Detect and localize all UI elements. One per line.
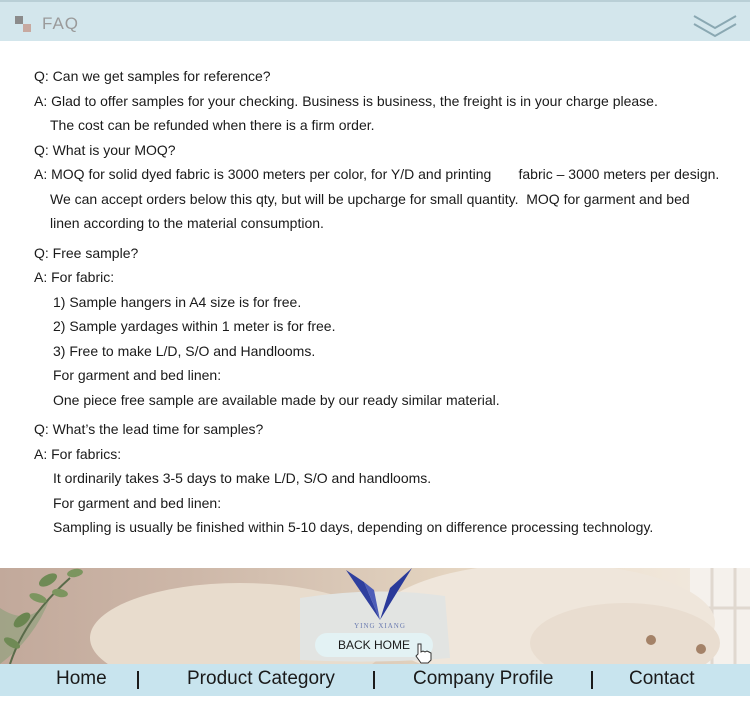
faq-answer-line: The cost can be refunded when there is a firm order. [50,117,375,133]
brand-logo-icon [344,568,414,620]
back-home-button[interactable]: BACK HOME [315,633,433,657]
faq-question: Q: What is your MOQ? [34,141,176,158]
hand-pointer-icon [412,640,438,664]
nav-item-product-category[interactable]: Product Category [187,668,335,689]
faq-answer: A: For fabric: [34,269,115,285]
faq-answer-line: linen according to the material consumption. [50,215,324,231]
faq-answer-line: 3) Free to make L/D, S/O and Handlooms. [53,342,316,359]
faq-answer: A: For fabrics: [34,445,122,462]
faq-answer-line: 2) Sample yardages within 1 meter is for free. [53,318,336,334]
faq-answer-line: For garment and bed linen: [53,494,222,511]
faq-header-bar [0,0,750,41]
faq-answer: A: MOQ for solid dyed fabric is 3000 meters per color, for Y/D and printing fabric – 3000 meters per design. [34,166,720,182]
faq-answer: A: Glad to offer samples for your checking. Business is business, the freight is in your charge please. [34,92,658,109]
faq-squares-icon [15,16,35,34]
nav-divider [373,671,375,689]
faq-question: Q: What’s the lead time for samples? [34,421,264,437]
brand-name: YING XIANG [354,622,406,630]
faq-content [34,64,734,540]
faq-answer-line: We can accept orders below this qty, but will be upcharge for small quantity. MOQ for garment and bed [50,190,690,207]
double-chevron-down-icon[interactable] [692,12,738,40]
faq-title: FAQ [42,14,80,33]
nav-divider [137,671,139,689]
nav-item-contact[interactable]: Contact [629,668,695,689]
faq-answer-line: Sampling is usually be finished within 5-10 days, depending on difference processing technology. [53,519,654,535]
nav-item-company-profile[interactable]: Company Profile [413,668,554,689]
nav-divider [591,671,593,689]
faq-answer-line: One piece free sample are available made by our ready similar material. [53,391,500,408]
faq-answer-line: 1) Sample hangers in A4 size is for free. [53,293,302,310]
footer-banner [0,568,750,664]
faq-question: Q: Free sample? [34,244,139,261]
faq-answer-line: It ordinarily takes 3-5 days to make L/D, S/O and handlooms. [53,470,432,486]
faq-question: Q: Can we get samples for reference? [34,68,271,84]
faq-answer-line: For garment and bed linen: [53,367,222,383]
bottom-nav [0,664,750,696]
nav-item-home[interactable]: Home [56,668,107,689]
